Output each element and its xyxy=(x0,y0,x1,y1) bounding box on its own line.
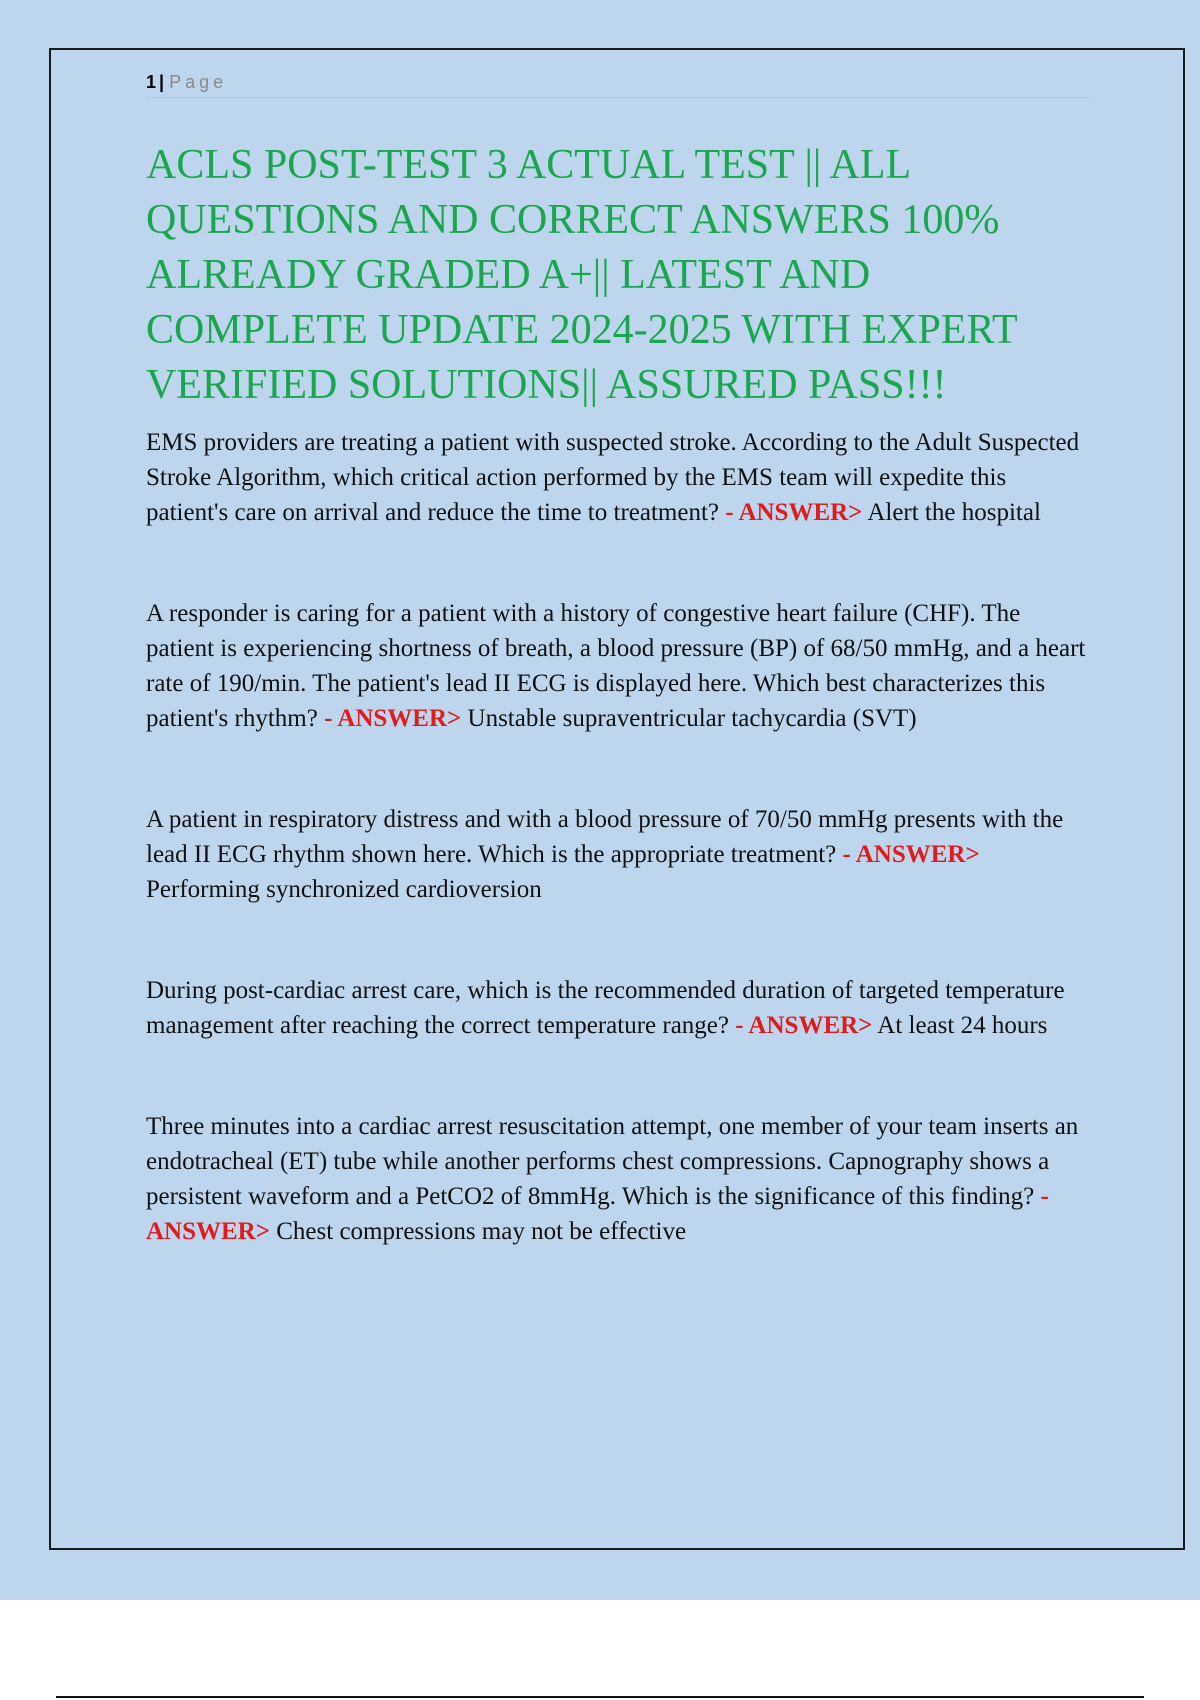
question-text: A responder is caring for a patient with a history of congestive heart failure (CHF). The patient is experiencing shortness of breath, a blood pressure (BP) of 68/50 mmHg, and a heart rate of 190/min. The patient's lead II ECG is displayed here. Which best characterizes this patient's rhythm? xyxy=(146,600,1086,732)
question-text: A patient in respiratory distress and with a blood pressure of 70/50 mmHg presents with the lead II ECG rhythm shown here. Which is the appropriate treatment? xyxy=(146,806,1064,868)
answer-text: At least 24 hours xyxy=(877,1012,1048,1039)
qa-item xyxy=(146,802,1091,907)
answer-text: Alert the hospital xyxy=(867,499,1041,526)
page-header xyxy=(146,72,1091,98)
page-number: 1 xyxy=(146,72,158,92)
qa-item xyxy=(146,596,1091,736)
page-label: Page xyxy=(169,72,228,92)
answer-marker: - ANSWER> xyxy=(842,841,980,868)
page-break-divider xyxy=(56,1696,1144,1698)
qa-item xyxy=(146,973,1091,1043)
qa-item xyxy=(146,425,1091,530)
answer-text: Unstable supraventricular tachycardia (SVT) xyxy=(467,705,917,732)
document-content xyxy=(146,72,1091,1249)
question-text: EMS providers are treating a patient with suspected stroke. According to the Adult Suspected Stroke Algorithm, which critical action performed by the EMS team will expedite this patient's care on arrival and reduce the time to treatment? xyxy=(146,429,1080,526)
question-text: During post-cardiac arrest care, which is the recommended duration of targeted temperature management after reaching the correct temperature range? xyxy=(146,977,1065,1039)
document-title: ACLS POST-TEST 3 ACTUAL TEST || ALL QUESTIONS AND CORRECT ANSWERS 100% ALREADY GRADED A+|| LATEST AND COMPLETE UPDATE 2024-2025 WITH EXPERT VERIFIED SOLUTIONS|| ASSURED PASS!!! xyxy=(146,142,1017,408)
answer-marker: - ANSWER> xyxy=(324,705,462,732)
page-header-separator: | xyxy=(159,72,166,92)
answer-text: Performing synchronized cardioversion xyxy=(146,876,542,903)
answer-marker: - ANSWER> xyxy=(735,1012,873,1039)
answer-marker: - ANSWER> xyxy=(725,499,863,526)
question-text: Three minutes into a cardiac arrest resuscitation attempt, one member of your team inserts an endotracheal (ET) tube while another performs chest compressions. Capnography shows a persistent waveform and a PetCO2 of 8mmHg. Which is the significance of this finding? xyxy=(146,1113,1079,1210)
answer-marker: - ANSWER> xyxy=(146,1183,1049,1245)
qa-item xyxy=(146,1109,1091,1249)
answer-text: Chest compressions may not be effective xyxy=(276,1218,687,1245)
